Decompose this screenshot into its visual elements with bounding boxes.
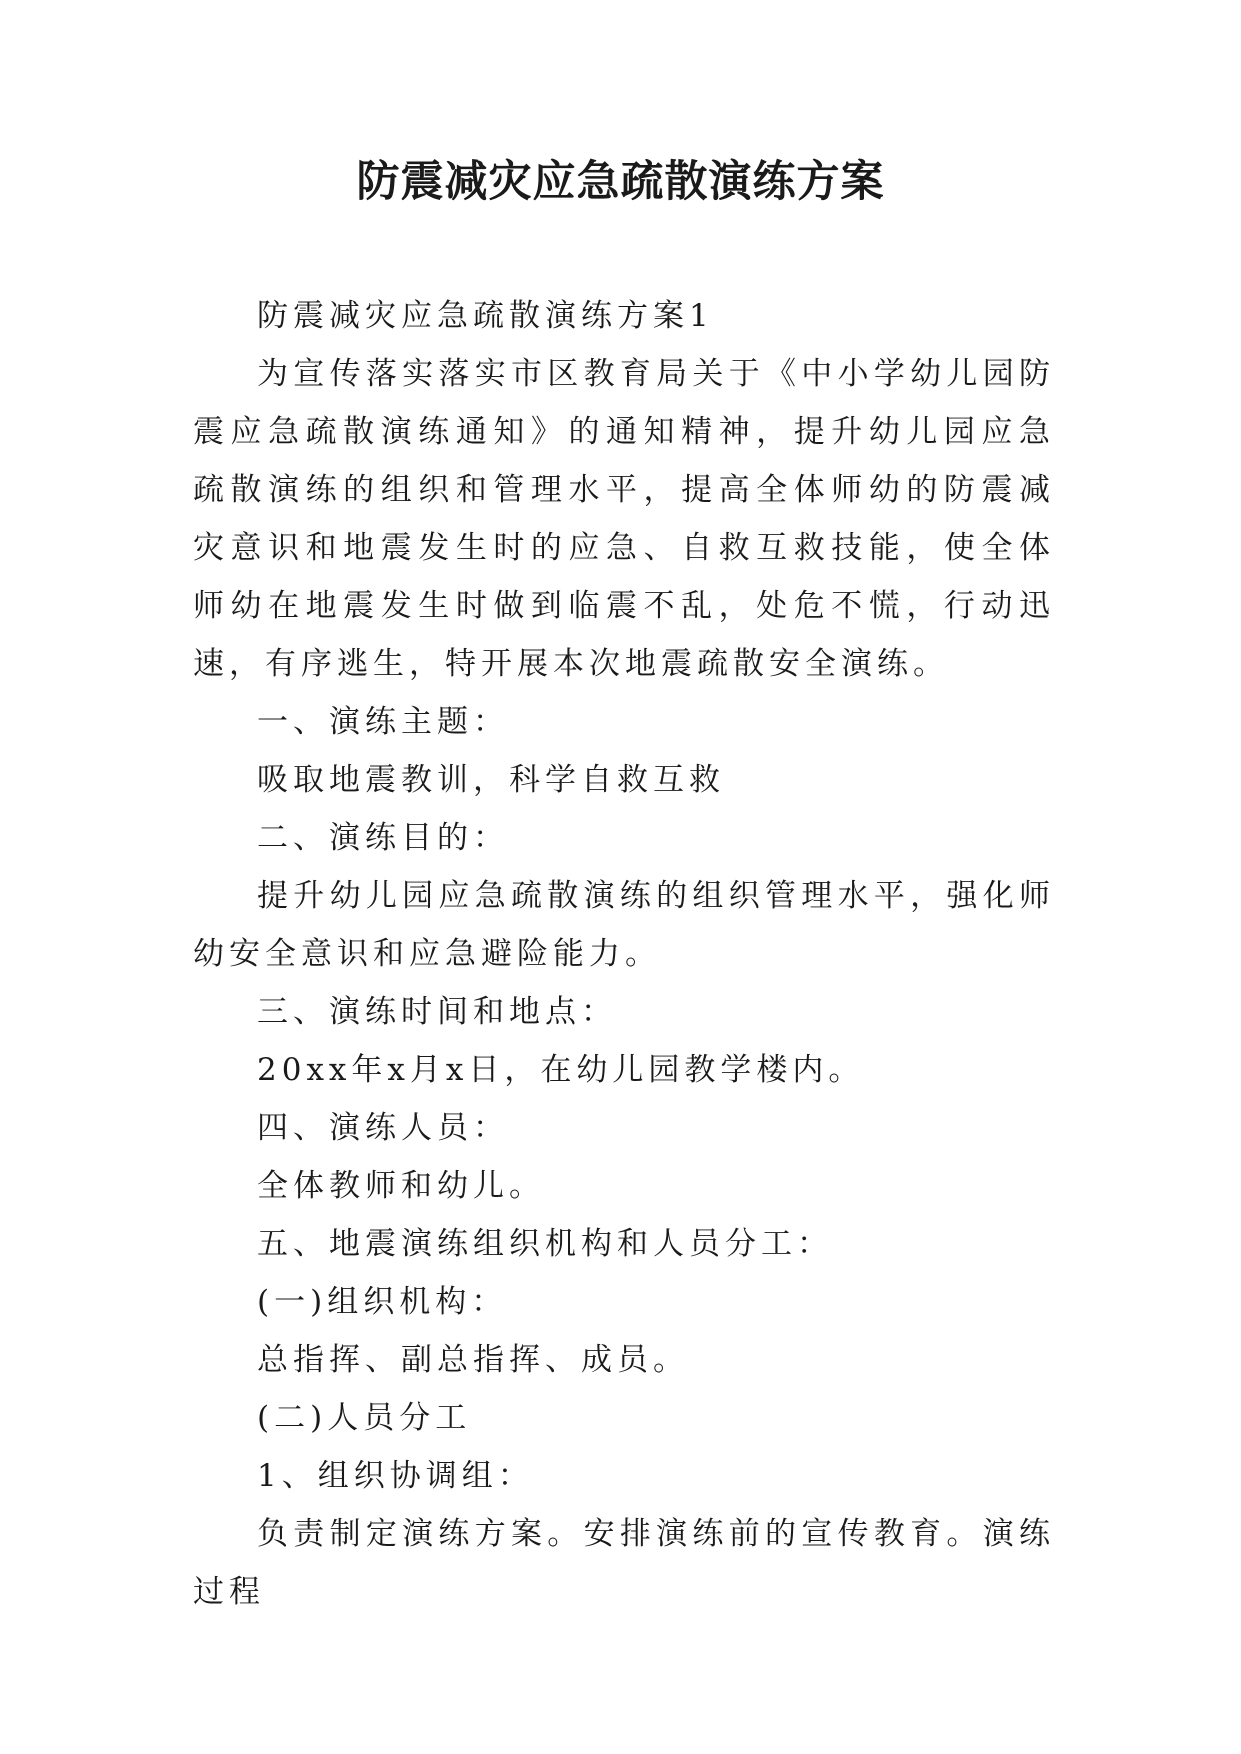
paragraph-coordination-group: 负责制定演练方案。安排演练前的宣传教育。演练过程: [193, 1516, 1055, 1610]
paragraph-purpose: 提升幼儿园应急疏散演练的组织管理水平，强化师幼安全意识和应急避险能力。: [193, 878, 1055, 972]
paragraph-subtitle: 防震减灾应急疏散演练方案1: [257, 298, 714, 334]
heading-time-place: 三、演练时间和地点：: [257, 994, 617, 1030]
document-body: [193, 287, 1055, 1621]
heading-purpose: 二、演练目的：: [257, 820, 509, 856]
paragraph-participants: 全体教师和幼儿。: [257, 1168, 545, 1204]
paragraph-time-place: 20xx年x月x日，在幼儿园教学楼内。: [257, 1052, 865, 1088]
subheading-org-structure: (一)组织机构：: [257, 1284, 508, 1320]
paragraph-org-structure: 总指挥、副总指挥、成员。: [257, 1342, 689, 1378]
heading-theme: 一、演练主题：: [257, 704, 509, 740]
heading-participants: 四、演练人员：: [257, 1110, 509, 1146]
document-title: 防震减灾应急疏散演练方案: [356, 157, 885, 207]
heading-organization: 五、地震演练组织机构和人员分工：: [257, 1226, 833, 1262]
subheading-staff-division: (二)人员分工: [257, 1400, 472, 1436]
paragraph-theme: 吸取地震教训，科学自救互救: [257, 762, 725, 798]
subheading-coordination-group: 1、组织协调组：: [257, 1458, 534, 1494]
paragraph-intro: 为宣传落实落实市区教育局关于《中小学幼儿园防震应急疏散演练通知》的通知精神，提升幼儿园应急疏散演练的组织和管理水平，提高全体师幼的防震减灾意识和地震发生时的应急、自救互救技能，使全体师幼在地震发生时做到临震不乱，处危不慌，行动迅速，有序逃生，特开展本次地震疏散安全演练。: [193, 356, 1055, 682]
